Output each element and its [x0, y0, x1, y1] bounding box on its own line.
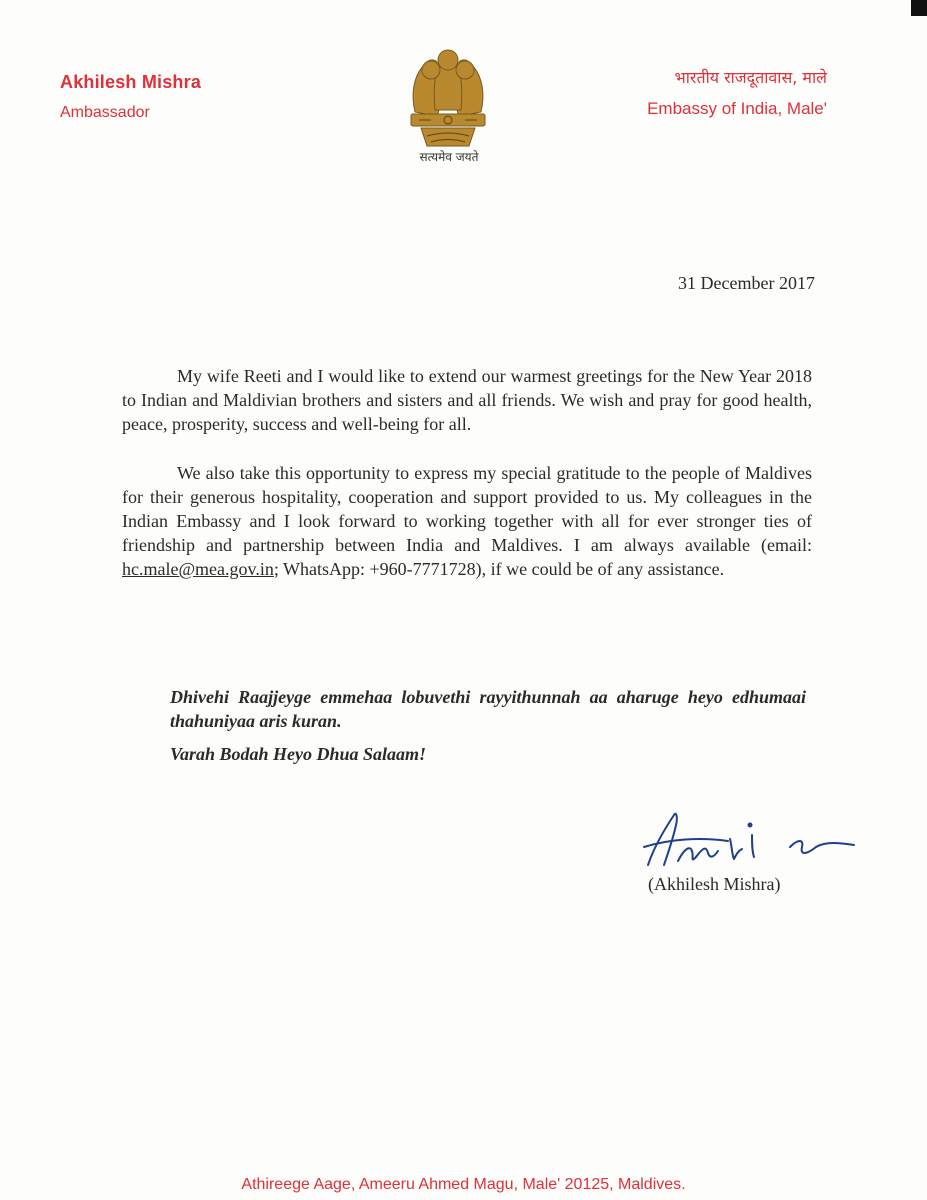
embassy-name: Embassy of India, Male' [647, 99, 827, 118]
footer-address: Athireege Aage, Ameeru Ahmed Magu, Male' 20125, Maldives. [241, 1176, 686, 1193]
letter-date: 31 December 2017 [678, 273, 815, 293]
signature-icon [640, 795, 860, 885]
emblem-motto: सत्यमेव जयते [419, 150, 479, 164]
sender-title: Ambassador [60, 104, 150, 121]
embassy-name-hindi: भारतीय राजदूतावास, माले [674, 68, 827, 87]
body-paragraph-greeting: My wife Reeti and I would like to extend our warmest greetings for the New Year 2018 to Indian and Maldivian brothers and sisters and all friends. We wish and pray for good health, peace, prosperity, success and well-being for all. [122, 366, 812, 434]
body-paragraph-gratitude [122, 461, 812, 581]
email-link[interactable]: hc.male@mea.gov.in [122, 559, 274, 579]
closing-salutation: Varah Bodah Heyo Dhua Salaam! [170, 744, 427, 764]
sender-name: Akhilesh Mishra [60, 72, 202, 92]
gratitude-text: We also take this opportunity to express my special gratitude to the people of Maldives for their generous hospitality, cooperation and support provided to us. My colleagues in the Indian Embassy and I look forward to working together with all for ever stronger ties of friendship and partnership between India and Maldives. I am always available (email: [122, 463, 812, 555]
whatsapp-text: ; WhatsApp: +960-7771728), if we could be of any assistance. [273, 559, 725, 579]
scan-corner-mark [911, 0, 927, 16]
signer-name: (Akhilesh Mishra) [648, 874, 781, 894]
dhivehi-greeting: Dhivehi Raajjeyge emmehaa lobuvethi rayyithunnah aa aharuge heyo edhumaai thahuniyaa aris kuran. [170, 687, 806, 731]
